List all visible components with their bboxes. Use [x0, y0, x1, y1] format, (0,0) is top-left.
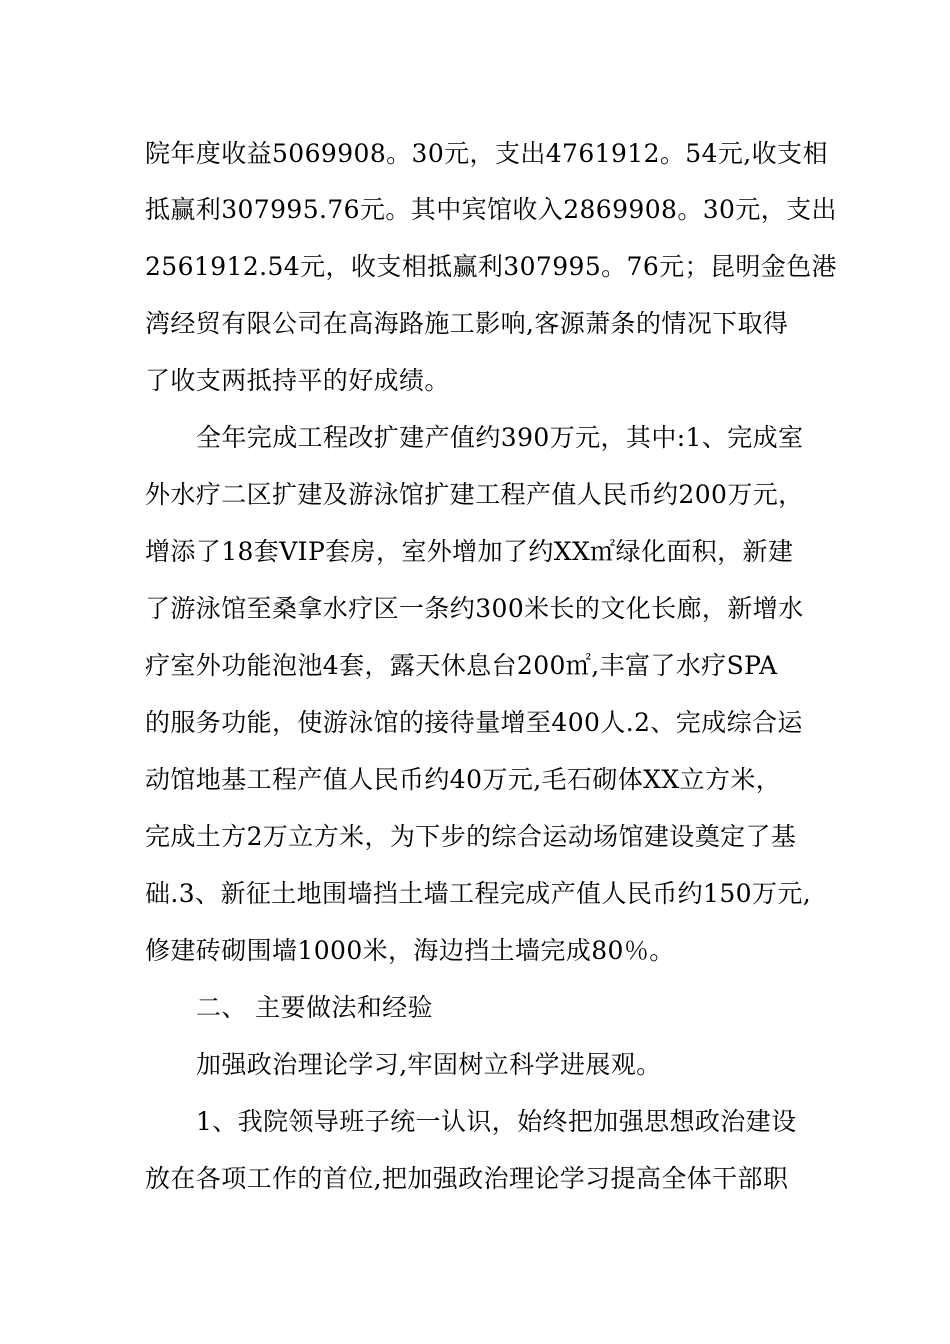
- text-line: 湾经贸有限公司在高海路施工影响,客源萧条的情况下取得: [145, 309, 789, 338]
- text-line: 了游泳馆至桑拿水疗区一条约300米长的文化长廊，新增水: [145, 594, 804, 623]
- paragraph-start-line: 1、我院领导班子统一认识，始终把加强思想政治建设: [196, 1107, 797, 1136]
- text-line: 抵赢利307995.76元。其中宾馆收入2869908。30元，支出: [145, 195, 837, 224]
- text-line: 础.3、新征土地围墙挡土墙工程完成产值人民币约150万元,: [145, 879, 812, 908]
- text-line: 放在各项工作的首位,把加强政治理论学习提高全体干部职: [145, 1164, 789, 1193]
- text-line: 完成土方2万立方米，为下步的综合运动场馆建设奠定了基: [145, 822, 797, 851]
- text-line: 的服务功能，使游泳馆的接待量增至400人.2、完成综合运: [145, 708, 803, 737]
- text-line: 修建砖砌围墙1000米，海边挡土墙完成80％。: [145, 936, 675, 965]
- text-line: 增添了18套VIP套房，室外增加了约XX㎡绿化面积，新建: [145, 537, 794, 566]
- text-line: 院年度收益5069908。30元，支出4761912。54元,收支相: [145, 139, 828, 168]
- text-line: 了收支两抵持平的好成绩。: [145, 366, 450, 395]
- text-line: 外水疗二区扩建及游泳馆扩建工程产值人民币约200万元，: [145, 480, 804, 509]
- text-line: 疗室外功能泡池4套，露天休息台200㎡,丰富了水疗SPA: [145, 651, 778, 680]
- text-line: 2561912.54元，收支相抵赢利307995。76元；昆明金色港: [145, 252, 837, 281]
- subheading-line: 加强政治理论学习,牢固树立科学进展观。: [196, 1050, 662, 1079]
- text-line: 动馆地基工程产值人民币约40万元,毛石砌体XX立方米，: [145, 765, 782, 794]
- paragraph-start-line: 全年完成工程改扩建产值约390万元，其中:1、完成室: [196, 423, 804, 452]
- section-heading: 二、 主要做法和经验: [196, 993, 433, 1022]
